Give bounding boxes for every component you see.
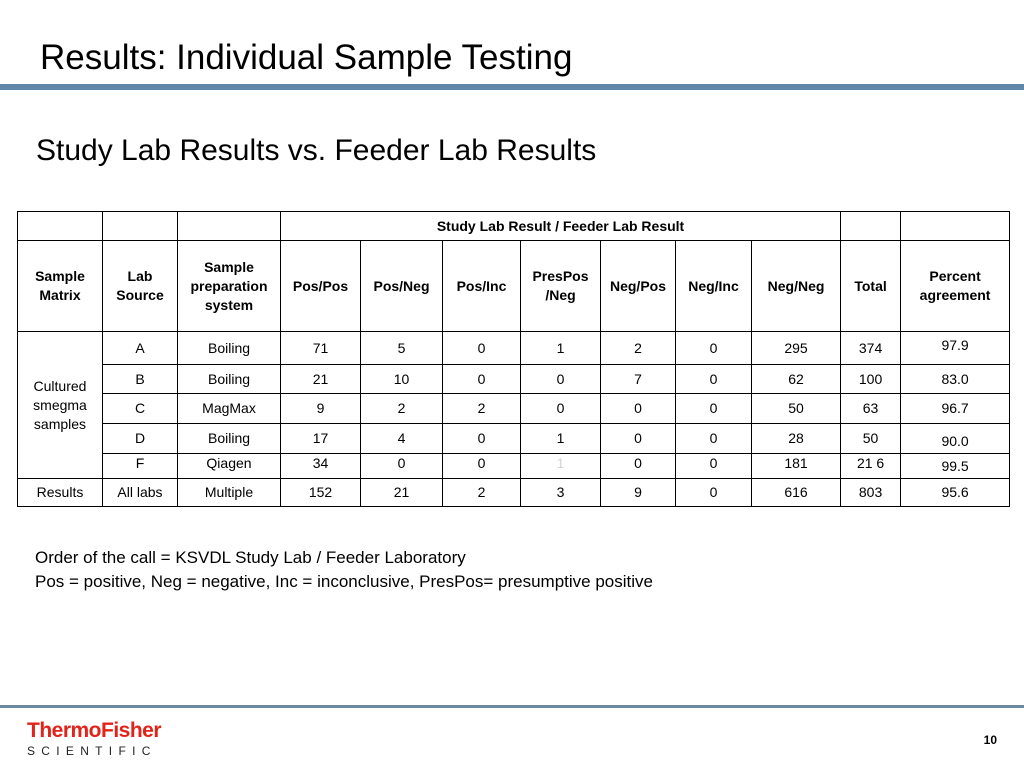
cell-pos-pos: 34 [281, 454, 361, 479]
footer-divider [0, 705, 1024, 708]
footnote-order: Order of the call = KSVDL Study Lab / Feeder Laboratory [35, 548, 466, 567]
cell-prespos-neg: 0 [521, 394, 601, 424]
cell-neg-neg: 62 [752, 365, 841, 394]
slide-subtitle: Study Lab Results vs. Feeder Lab Results [36, 134, 597, 167]
header-prep-system: Sample preparation system [178, 241, 281, 332]
cell-pos-pos: 152 [281, 479, 361, 507]
cell-pos-inc: 0 [443, 332, 521, 365]
page-number: 10 [983, 733, 997, 747]
matrix-label-cultured-smegma: Cultured smegma samples [18, 332, 103, 479]
cell-total: 21 6 [841, 454, 901, 479]
cell-agreement: 96.7 [901, 394, 1010, 424]
cell-neg-inc: 0 [676, 454, 752, 479]
cell-lab: D [103, 424, 178, 454]
cell-lab: A [103, 332, 178, 365]
header-percent-agreement: Percent agreement [901, 241, 1010, 332]
cell-agreement: 97.9 [901, 332, 1010, 365]
group-header-study-feeder: Study Lab Result / Feeder Lab Result [281, 212, 841, 241]
cell-lab: B [103, 365, 178, 394]
cell-lab: All labs [103, 479, 178, 507]
cell-total: 803 [841, 479, 901, 507]
table-cell [103, 212, 178, 241]
cell-agreement: 90.0 [901, 424, 1010, 454]
results-table [17, 211, 1010, 507]
logo-brand-bottom: SCIENTIFIC [27, 744, 157, 758]
header-neg-inc: Neg/Inc [676, 241, 752, 332]
header-neg-pos: Neg/Pos [601, 241, 676, 332]
cell-pos-neg: 10 [361, 365, 443, 394]
cell-pos-pos: 9 [281, 394, 361, 424]
cell-prep: Boiling [178, 332, 281, 365]
cell-pos-inc: 0 [443, 424, 521, 454]
cell-prep: Qiagen [178, 454, 281, 479]
cell-prespos-neg: 1 [521, 454, 601, 479]
title-divider [0, 84, 1024, 90]
cell-pos-neg: 0 [361, 454, 443, 479]
cell-neg-pos: 0 [601, 394, 676, 424]
cell-pos-inc: 2 [443, 479, 521, 507]
table-group-header-row [18, 212, 1010, 241]
cell-neg-neg: 28 [752, 424, 841, 454]
cell-prespos-neg: 1 [521, 332, 601, 365]
slide-title: Results: Individual Sample Testing [40, 38, 573, 77]
cell-total: 63 [841, 394, 901, 424]
cell-neg-pos: 2 [601, 332, 676, 365]
table-cell [18, 212, 103, 241]
table-row [18, 365, 1010, 394]
cell-pos-inc: 2 [443, 394, 521, 424]
table-header-row [18, 241, 1010, 332]
table-row [18, 454, 1010, 479]
table-cell [178, 212, 281, 241]
header-pos-inc: Pos/Inc [443, 241, 521, 332]
footnotes [35, 546, 653, 594]
cell-pos-neg: 2 [361, 394, 443, 424]
header-prespos-neg: PresPos /Neg [521, 241, 601, 332]
header-sample-matrix: Sample Matrix [18, 241, 103, 332]
cell-neg-pos: 7 [601, 365, 676, 394]
cell-pos-pos: 17 [281, 424, 361, 454]
cell-agreement: 95.6 [901, 479, 1010, 507]
cell-neg-inc: 0 [676, 365, 752, 394]
cell-pos-pos: 21 [281, 365, 361, 394]
cell-pos-inc: 0 [443, 365, 521, 394]
cell-lab: C [103, 394, 178, 424]
cell-pos-neg: 5 [361, 332, 443, 365]
cell-prep: Boiling [178, 424, 281, 454]
thermo-fisher-logo [27, 720, 172, 756]
table-summary-row [18, 479, 1010, 507]
header-pos-neg: Pos/Neg [361, 241, 443, 332]
table-row [18, 394, 1010, 424]
cell-neg-inc: 0 [676, 394, 752, 424]
table-row [18, 424, 1010, 454]
cell-agreement: 99.5 [901, 454, 1010, 479]
cell-total: 100 [841, 365, 901, 394]
cell-total: 374 [841, 332, 901, 365]
cell-pos-neg: 4 [361, 424, 443, 454]
cell-neg-neg: 181 [752, 454, 841, 479]
cell-neg-pos: 0 [601, 424, 676, 454]
cell-prespos-neg: 0 [521, 365, 601, 394]
table-cell [841, 212, 901, 241]
header-pos-pos: Pos/Pos [281, 241, 361, 332]
footnote-abbreviations: Pos = positive, Neg = negative, Inc = inconclusive, PresPos= presumptive positive [35, 572, 653, 591]
cell-pos-neg: 21 [361, 479, 443, 507]
cell-prespos-neg: 3 [521, 479, 601, 507]
cell-neg-inc: 0 [676, 332, 752, 365]
cell-lab: F [103, 454, 178, 479]
cell-total: 50 [841, 424, 901, 454]
table-cell [901, 212, 1010, 241]
cell-pos-inc: 0 [443, 454, 521, 479]
header-neg-neg: Neg/Neg [752, 241, 841, 332]
cell-pos-pos: 71 [281, 332, 361, 365]
cell-neg-neg: 295 [752, 332, 841, 365]
header-lab-source: Lab Source [103, 241, 178, 332]
logo-brand-top: ThermoFisher [27, 719, 162, 742]
cell-neg-pos: 9 [601, 479, 676, 507]
cell-neg-inc: 0 [676, 479, 752, 507]
cell-prep: Multiple [178, 479, 281, 507]
cell-neg-pos: 0 [601, 454, 676, 479]
cell-prespos-neg: 1 [521, 424, 601, 454]
cell-neg-neg: 616 [752, 479, 841, 507]
cell-agreement: 83.0 [901, 365, 1010, 394]
cell-prep: Boiling [178, 365, 281, 394]
cell-neg-inc: 0 [676, 424, 752, 454]
cell-matrix: Results [18, 479, 103, 507]
table-row [18, 332, 1010, 365]
cell-neg-neg: 50 [752, 394, 841, 424]
cell-prep: MagMax [178, 394, 281, 424]
header-total: Total [841, 241, 901, 332]
